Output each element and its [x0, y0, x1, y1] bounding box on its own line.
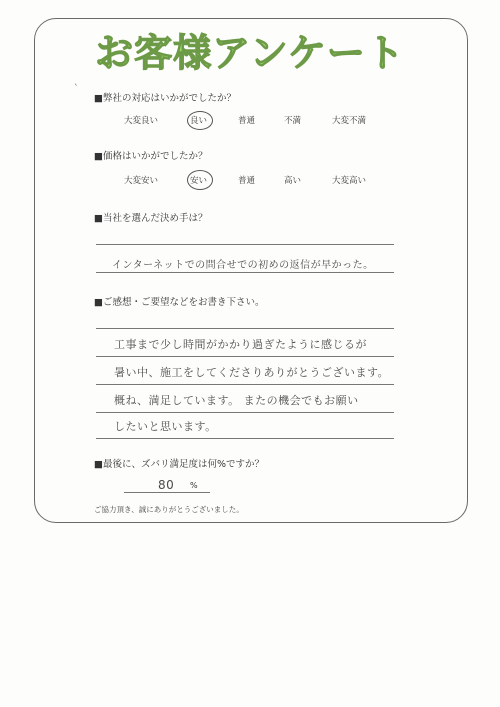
handwritten-comment: 暑い中、施工をしてくださりありがとうございます。	[114, 366, 390, 379]
survey-title: お客様アンケート	[95, 31, 405, 75]
handwritten-answer: インターネットでの問合せでの初めの返信が早かった。	[112, 260, 374, 271]
selection-circle	[187, 111, 213, 130]
handwritten-comment: 工事まで少し時間がかかり過ぎたように感じるが	[114, 338, 367, 351]
option-very-expensive[interactable]: 大変高い	[332, 176, 367, 186]
response-options	[94, 114, 394, 128]
option-good[interactable]: 良い	[190, 116, 208, 126]
answer-line	[96, 356, 394, 357]
percent-unit: %	[190, 481, 199, 490]
option-very-cheap[interactable]: 大変安い	[124, 176, 159, 186]
selection-circle	[187, 170, 213, 190]
satisfaction-line	[124, 492, 210, 493]
answer-line	[96, 384, 394, 385]
satisfaction-value: 80	[158, 478, 175, 492]
question-comments: ■ご感想・ご要望などをお書き下さい。	[94, 297, 265, 308]
answer-line	[96, 438, 394, 439]
option-normal-price[interactable]: 普通	[238, 176, 256, 186]
handwritten-comment: 概ね、満足しています。 またの機会でもお願い	[114, 394, 359, 407]
answer-line	[96, 328, 394, 329]
answer-line	[96, 244, 394, 245]
handwritten-comment: したいと思います。	[114, 420, 217, 433]
price-options	[94, 174, 394, 188]
question-price: ■価格はいかがでしたか？	[94, 151, 208, 162]
option-expensive[interactable]: 高い	[284, 176, 302, 186]
answer-line	[96, 272, 394, 273]
option-cheap[interactable]: 安い	[190, 176, 208, 186]
question-decision: ■当社を選んだ決め手は？	[94, 213, 208, 224]
option-normal[interactable]: 普通	[238, 116, 256, 126]
answer-line	[96, 412, 394, 413]
question-response: ■弊社の対応はいかがでしたか？	[94, 93, 236, 104]
option-very-unsatisfied[interactable]: 大変不満	[332, 116, 367, 126]
option-very-good[interactable]: 大変良い	[124, 116, 159, 126]
thank-you-note: ご協力頂き、誠にありがとうございました。	[94, 505, 244, 514]
question-satisfaction: ■最後に、ズバリ満足度は何%ですか？	[94, 459, 265, 470]
stray-mark: `	[74, 84, 79, 94]
option-unsatisfied[interactable]: 不満	[284, 116, 302, 126]
